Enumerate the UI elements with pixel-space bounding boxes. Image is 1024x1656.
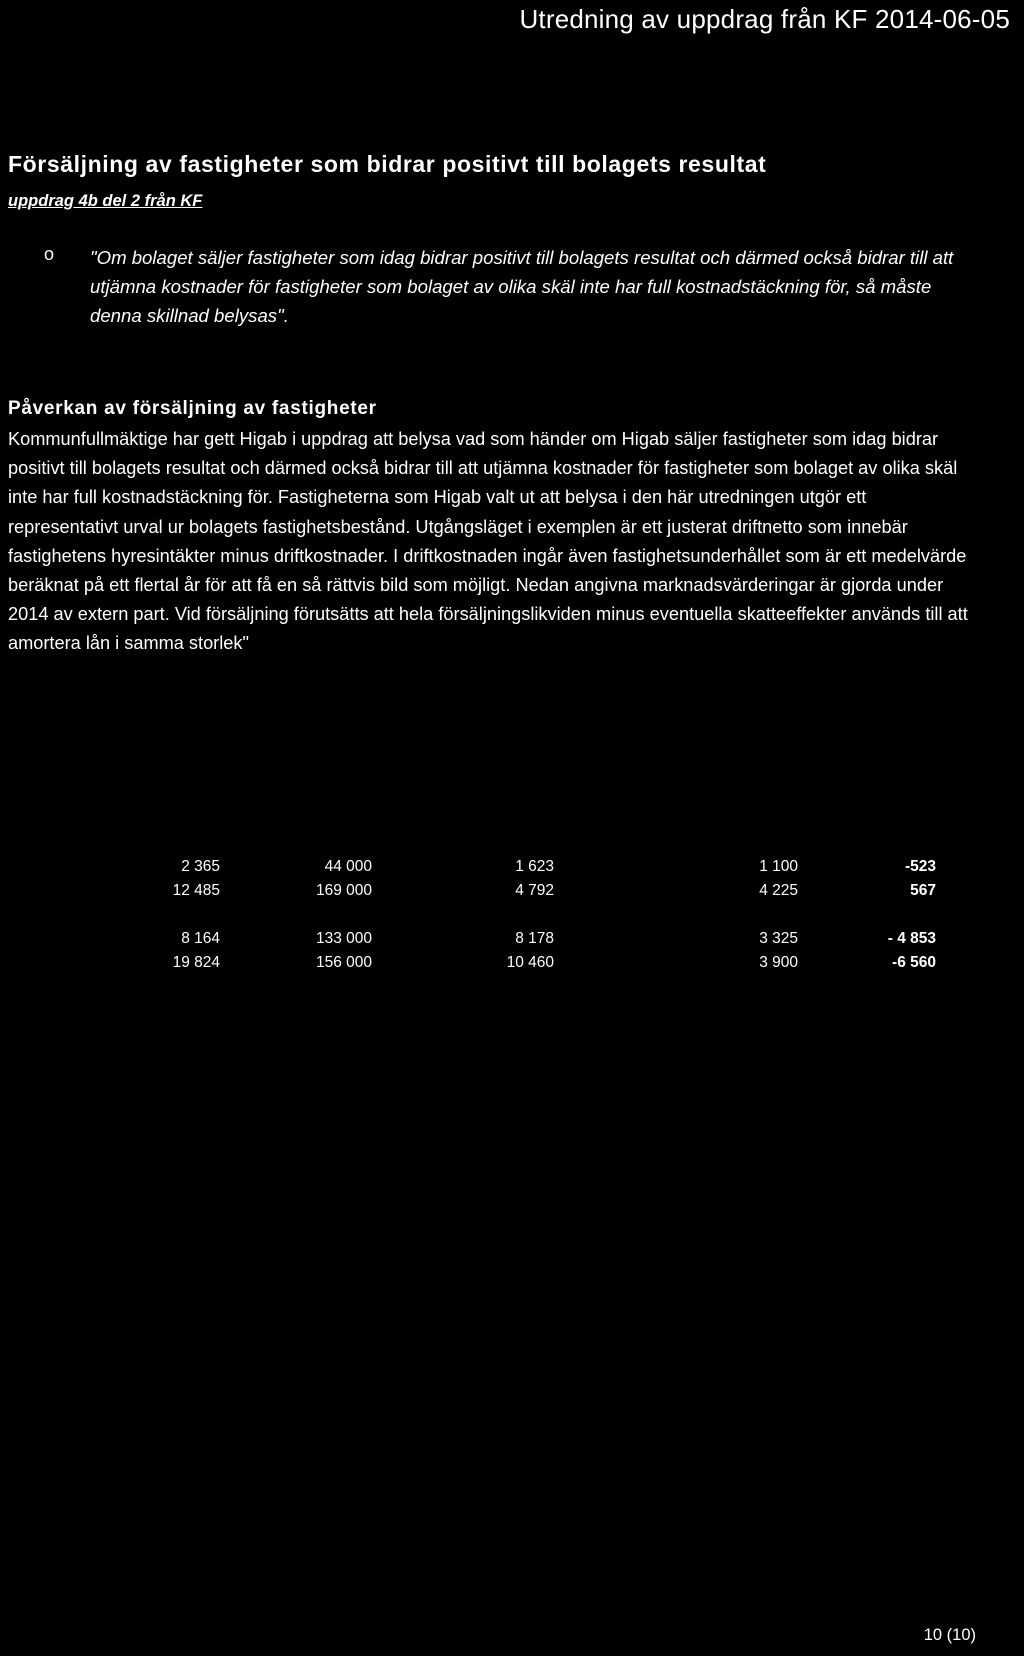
- table-row: [0, 930, 1024, 954]
- table-cell-result: - 4 853: [887, 930, 936, 947]
- table-cell: 8 178: [515, 930, 554, 947]
- table-row: [0, 858, 1024, 882]
- table-row: [0, 882, 1024, 906]
- table-row: [0, 954, 1024, 978]
- table-cell: 44 000: [324, 858, 372, 875]
- table-cell: 3 325: [759, 930, 798, 947]
- document-header-title: Utredning av uppdrag från KF 2014-06-05: [519, 4, 1010, 34]
- page-number: 10 (10): [923, 1626, 976, 1644]
- table-cell: 8 164: [181, 930, 220, 947]
- impact-heading: Påverkan av försäljning av fastigheter: [8, 398, 377, 419]
- table-cell-result: 567: [910, 882, 936, 899]
- table-cell: 4 792: [515, 882, 554, 899]
- section-heading: Försäljning av fastigheter som bidrar positivt till bolagets resultat: [8, 151, 767, 177]
- table-cell-result: -523: [904, 858, 936, 875]
- table-cell: 156 000: [315, 954, 372, 971]
- table-cell: 19 824: [172, 954, 220, 971]
- table-cell: 2 365: [181, 858, 220, 875]
- quoted-assignment-text: "Om bolaget säljer fastigheter som idag bidrar positivt till bolagets resultat och därmed också bidrar till att utjämna kostnader för fastigheter som bolaget av olika skäl inte har full kostnadstäckning för, så måste denna skillnad belysas".: [90, 247, 954, 326]
- table-cell: 10 460: [506, 954, 554, 971]
- figures-table: [0, 858, 1024, 978]
- table-cell: 133 000: [315, 930, 372, 947]
- table-cell: 1 623: [515, 858, 554, 875]
- table-cell: 1 100: [759, 858, 798, 875]
- section-subheading: uppdrag 4b del 2 från KF: [8, 192, 203, 210]
- table-cell: 12 485: [172, 882, 220, 899]
- impact-body-text: Kommunfullmäktige har gett Higab i uppdrag att belysa vad som händer om Higab säljer fastigheter som idag bidrar positivt till bolagets resultat och därmed också bidrar till att utjämna kostnader för fastigheter som bolaget av olika skäl inte har full kostnadstäckning för. Fastigheterna som Higab valt ut att belysa i den här utredningen utgör ett representativt urval ur bolagets fastighetsbestånd. Utgångsläget i exemplen är ett justerat driftnetto som innebär fastighetens hyresintäkter minus driftkostnader. I driftkostnaden ingår även fastighetsunderhållet som är ett medelvärde beräknat på ett flertal år för att få en så rättvis bild som möjligt. Nedan angivna marknadsvärderingar är gjorda under 2014 av extern part. Vid försäljning förutsätts att hela försäljningslikviden minus eventuella skatteeffekter används till att amortera lån i samma storlek": [8, 429, 968, 654]
- table-cell: 4 225: [759, 882, 798, 899]
- bullet-marker: o: [44, 244, 55, 264]
- table-cell: 169 000: [315, 882, 372, 899]
- table-cell-result: -6 560: [892, 954, 936, 971]
- table-cell: 3 900: [759, 954, 798, 971]
